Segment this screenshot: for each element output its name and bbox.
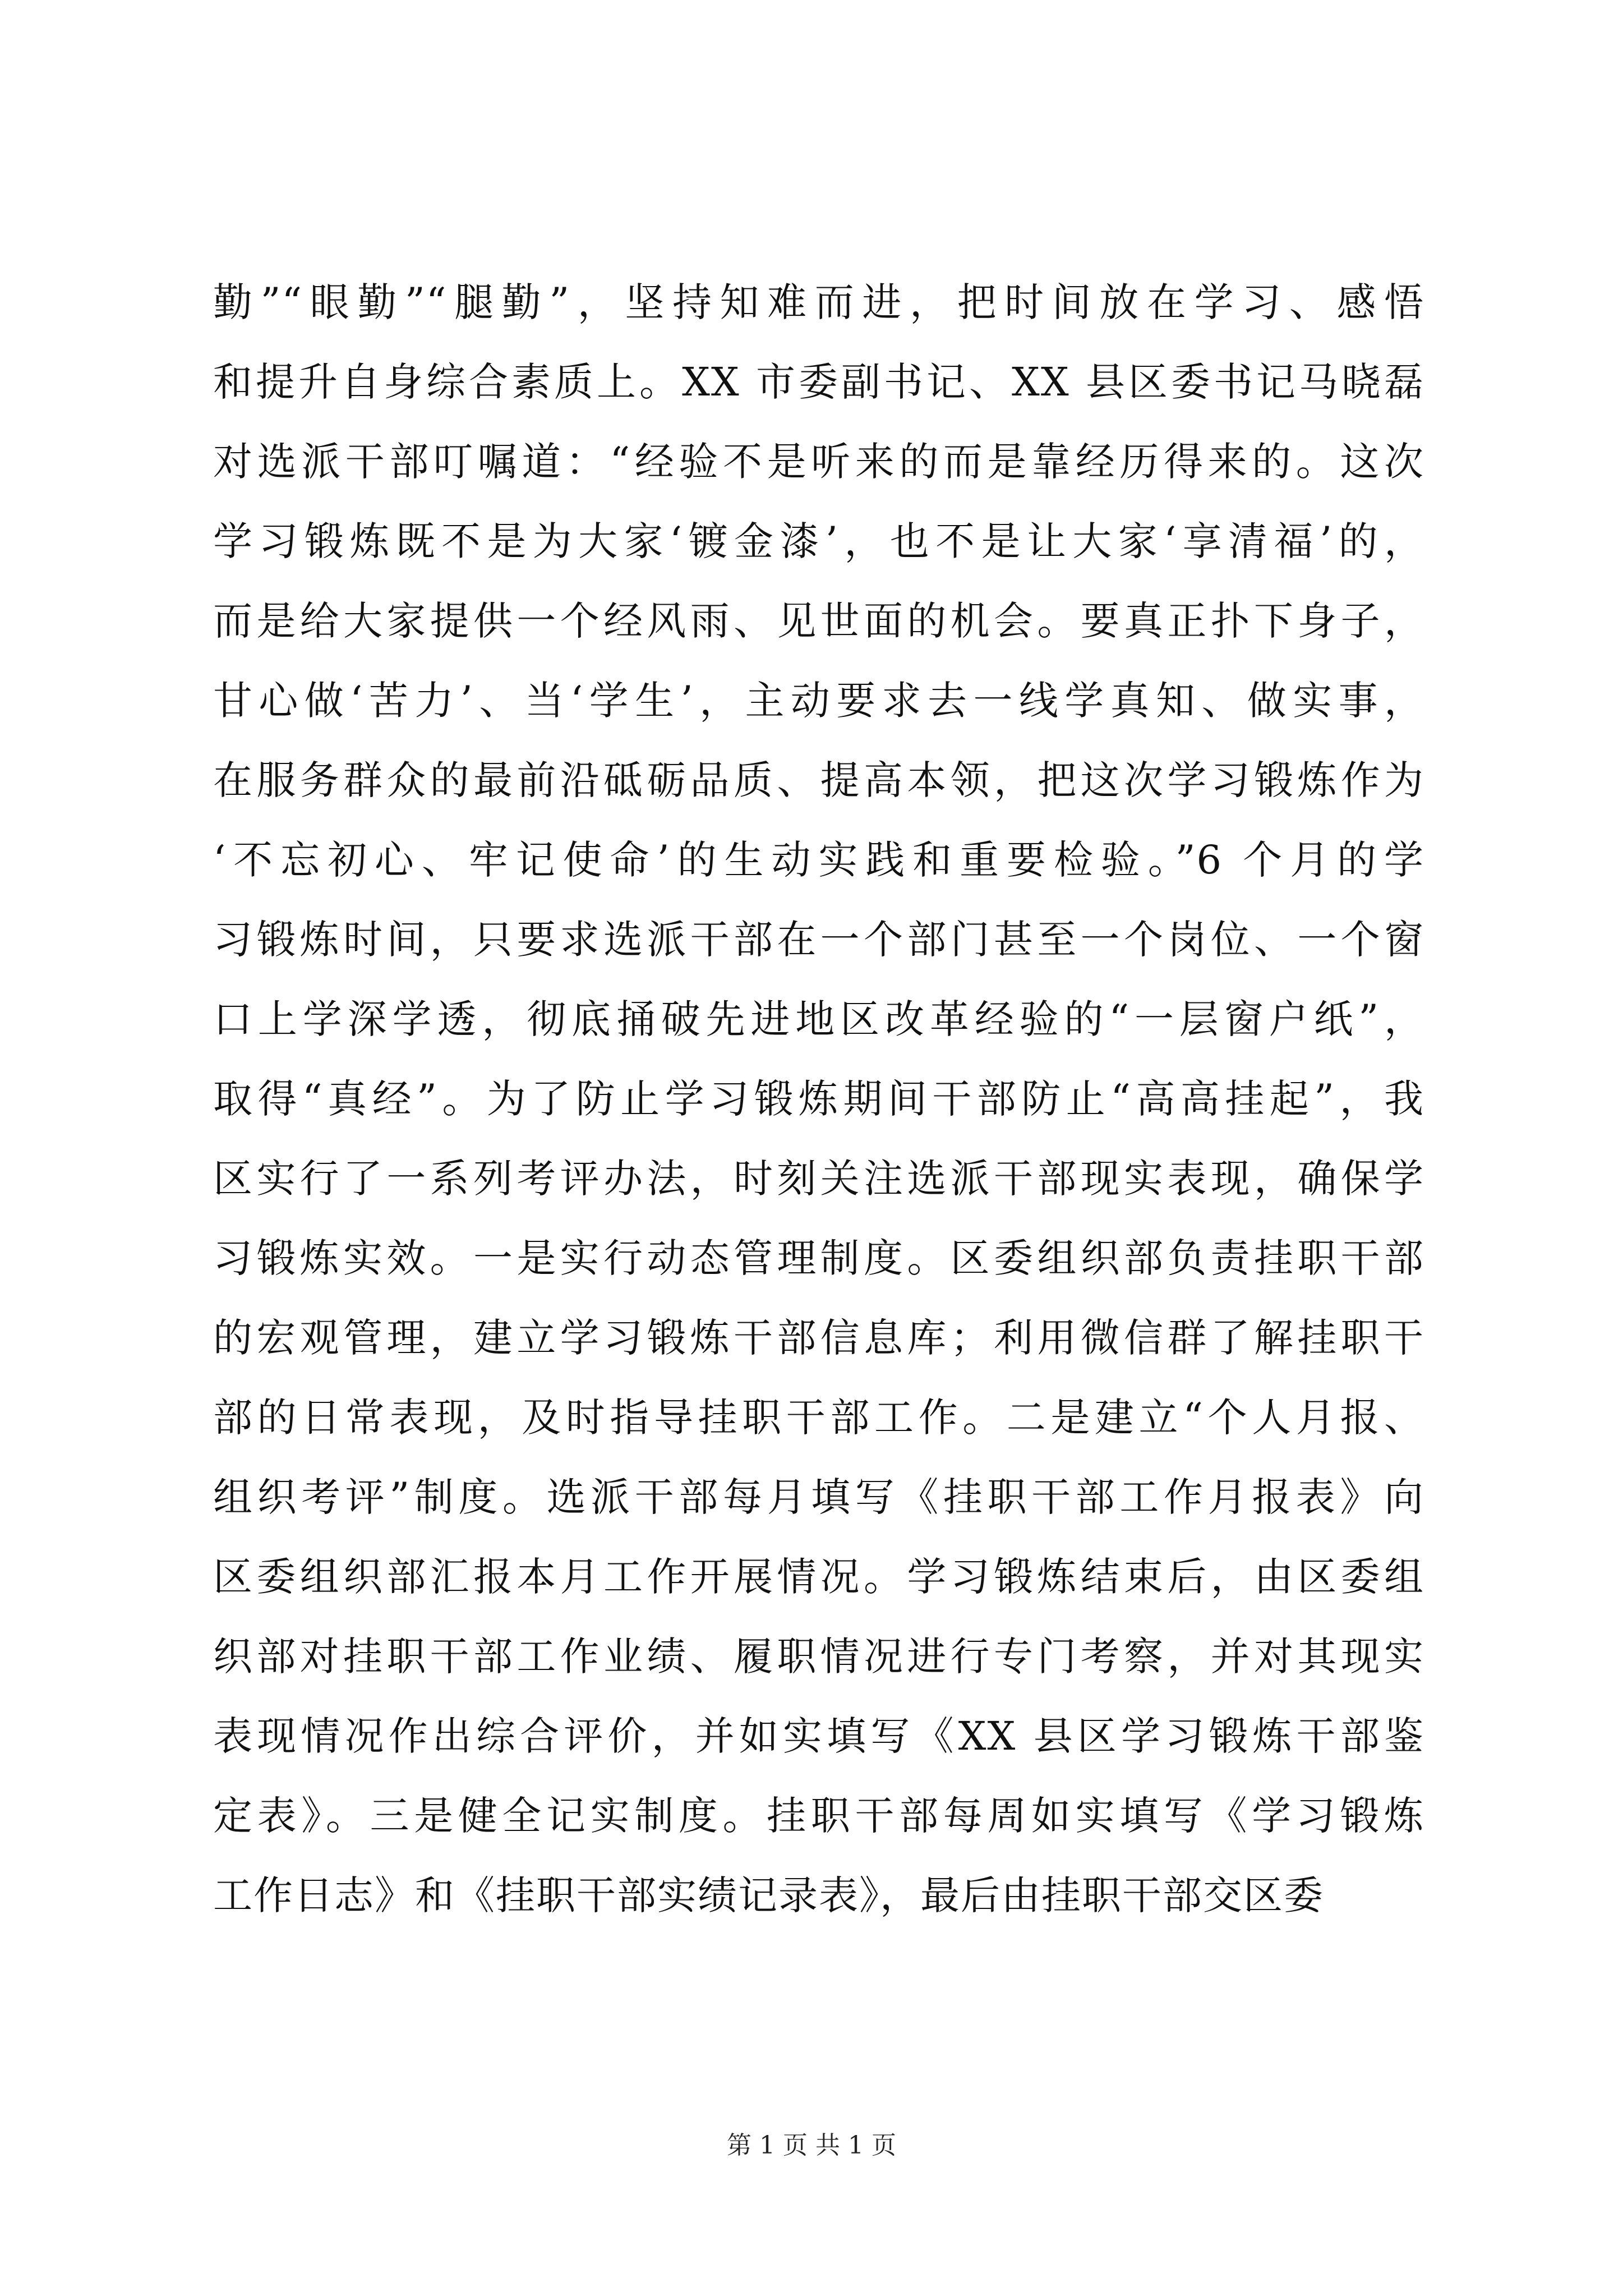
page-footer (0, 2129, 1623, 2162)
text-line-20: 定表》。三是健全记实制度。挂职干部每周如实填写《学习锻炼 (213, 1793, 1424, 1839)
text-line-2: 和提升自身综合素质上。XX 市委副书记、XX 县区委书记马晓磊 (213, 359, 1424, 405)
page-number-label: 第 1 页 共 1 页 (727, 2131, 896, 2160)
text-line-21: 工作日志》和《挂职干部实绩记录表》，最后由挂职干部交区委 (213, 1872, 1324, 1918)
text-line-4: 学习锻炼既不是为大家‘镀金漆’，也不是让大家‘享清福’的， (213, 518, 1424, 564)
text-line-11: 取得“真经”。为了防止学习锻炼期间干部防止“高高挂起”，我 (213, 1076, 1424, 1122)
text-line-8: ‘不忘初心、牢记使命’的生动实践和重要检验。”6 个月的学 (213, 837, 1424, 883)
text-line-3: 对选派干部叮嘱道：“经验不是听来的而是靠经历得来的。这次 (213, 439, 1424, 485)
text-line-12: 区实行了一系列考评办法，时刻关注选派干部现实表现，确保学 (213, 1156, 1424, 1202)
text-line-5: 而是给大家提供一个经风雨、见世面的机会。要真正扑下身子， (213, 598, 1424, 644)
text-line-19: 表现情况作出综合评价，并如实填写《XX 县区学习锻炼干部鉴 (213, 1713, 1424, 1759)
text-line-10: 口上学深学透，彻底捅破先进地区改革经验的“一层窗户纸”， (213, 996, 1424, 1042)
text-line-6: 甘心做‘苦力’、当‘学生’，主动要求去一线学真知、做实事， (213, 678, 1424, 724)
body-text (213, 263, 1424, 1935)
text-line-18: 织部对挂职干部工作业绩、履职情况进行专门考察，并对其现实 (213, 1634, 1424, 1680)
text-line-15: 部的日常表现，及时指导挂职干部工作。二是建立“个人月报、 (213, 1395, 1424, 1441)
text-line-9: 习锻炼时间，只要求选派干部在一个部门甚至一个岗位、一个窗 (213, 917, 1424, 963)
text-line-16: 组织考评”制度。选派干部每月填写《挂职干部工作月报表》向 (213, 1474, 1424, 1520)
text-line-1: 勤”“眼勤”“腿勤”，坚持知难而进，把时间放在学习、感悟 (213, 279, 1424, 325)
text-line-17: 区委组织部汇报本月工作开展情况。学习锻炼结束后，由区委组 (213, 1554, 1424, 1600)
text-line-14: 的宏观管理，建立学习锻炼干部信息库；利用微信群了解挂职干 (213, 1315, 1424, 1361)
text-line-7: 在服务群众的最前沿砥砺品质、提高本领，把这次学习锻炼作为 (213, 757, 1424, 803)
text-line-13: 习锻炼实效。一是实行动态管理制度。区委组织部负责挂职干部 (213, 1235, 1424, 1281)
